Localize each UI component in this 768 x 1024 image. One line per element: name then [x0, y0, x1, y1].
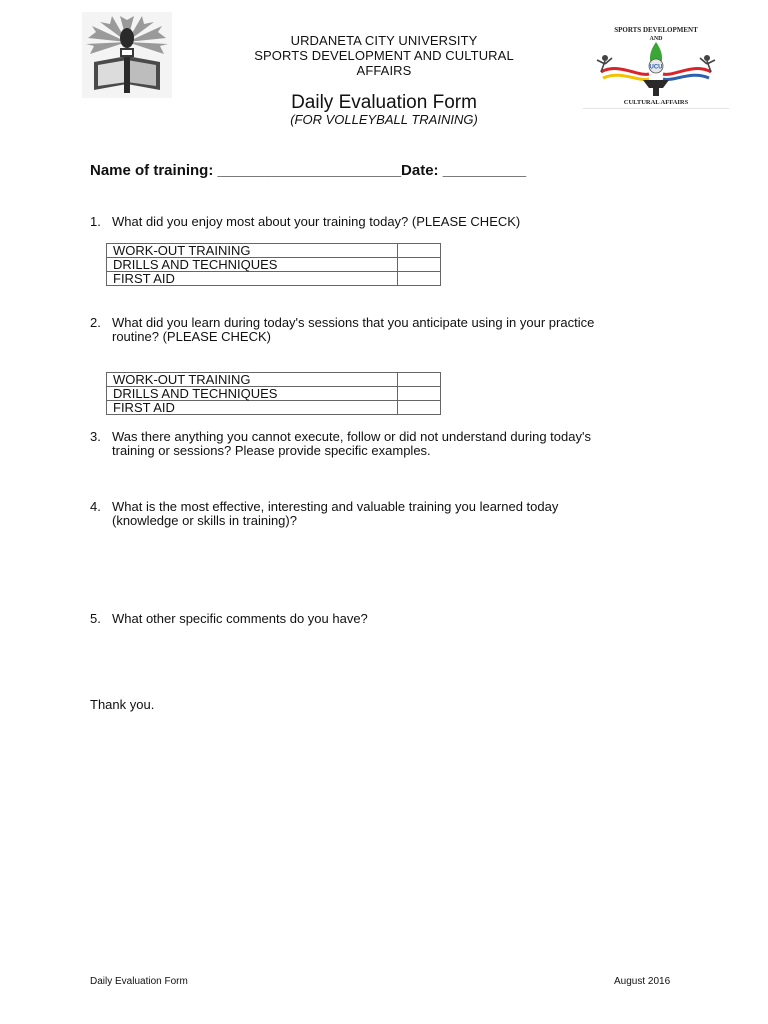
- office-name-line1: SPORTS DEVELOPMENT AND CULTURAL: [254, 48, 514, 63]
- question-text-line: (knowledge or skills in training)?: [112, 513, 297, 528]
- office-name-line2: AFFAIRS: [356, 63, 412, 78]
- question-text: What other specific comments do you have?: [112, 611, 368, 626]
- question-text-line: What is the most effective, interesting and valuable training you learned today: [112, 499, 559, 514]
- table-row: [107, 272, 441, 286]
- check-cell[interactable]: [398, 401, 441, 415]
- check-cell[interactable]: [398, 387, 441, 401]
- question-number: 5.: [90, 611, 101, 626]
- table-row: [107, 244, 441, 258]
- table-row: [107, 401, 441, 415]
- university-seal-logo: [82, 12, 172, 98]
- question-1: [90, 215, 690, 231]
- question-text-line: Was there anything you cannot execute, follow or did not understand during today's: [112, 429, 591, 444]
- question-text-block: [112, 500, 690, 528]
- university-name: URDANETA CITY UNIVERSITY: [290, 33, 478, 48]
- check-cell[interactable]: [398, 373, 441, 387]
- table-row: [107, 373, 441, 387]
- question-text: What did you enjoy most about your training today? (PLEASE CHECK): [112, 214, 521, 229]
- option-label: FIRST AID: [107, 401, 398, 415]
- check-cell[interactable]: [398, 272, 441, 286]
- sports-cultural-affairs-logo: [583, 22, 729, 109]
- question-number: 1.: [90, 214, 101, 229]
- learned-options-table: [106, 372, 441, 415]
- question-text-line: routine? (PLEASE CHECK): [112, 329, 271, 344]
- option-label: FIRST AID: [107, 272, 398, 286]
- logo-right-badge-text: UCU: [649, 64, 663, 71]
- table-row: [107, 258, 441, 272]
- logo-right-top-text: SPORTS DEVELOPMENT: [614, 26, 698, 34]
- enjoyed-options-table: [106, 243, 441, 286]
- question-text-line: training or sessions? Please provide specific examples.: [112, 443, 431, 458]
- question-number: 3.: [90, 429, 101, 444]
- question-number: 2.: [90, 315, 101, 330]
- option-label: DRILLS AND TECHNIQUES: [107, 258, 398, 272]
- footer-form-name: Daily Evaluation Form: [90, 976, 188, 987]
- table-row: [107, 387, 441, 401]
- name-and-date-field-line[interactable]: Name of training: ______________________Date: __________: [90, 162, 527, 179]
- question-text-block: [112, 316, 690, 344]
- form-title: Daily Evaluation Form: [291, 92, 477, 113]
- form-subtitle: (FOR VOLLEYBALL TRAINING): [290, 112, 478, 127]
- option-label: WORK-OUT TRAINING: [107, 244, 398, 258]
- closing-text: Thank you.: [90, 697, 155, 712]
- question-number: 4.: [90, 499, 101, 514]
- footer-date: August 2016: [614, 976, 671, 987]
- check-cell[interactable]: [398, 258, 441, 272]
- question-5: [90, 612, 690, 628]
- option-label: DRILLS AND TECHNIQUES: [107, 387, 398, 401]
- logo-right-bottom-text: CULTURAL AFFAIRS: [623, 99, 689, 106]
- question-2: [90, 316, 690, 346]
- check-cell[interactable]: [398, 244, 441, 258]
- question-text-block: [112, 430, 690, 458]
- question-text-line: What did you learn during today's sessions that you anticipate using in your practice: [112, 315, 595, 330]
- question-4: [90, 500, 690, 530]
- option-label: WORK-OUT TRAINING: [107, 373, 398, 387]
- logo-right-and-text: AND: [649, 36, 663, 42]
- question-3: [90, 430, 690, 460]
